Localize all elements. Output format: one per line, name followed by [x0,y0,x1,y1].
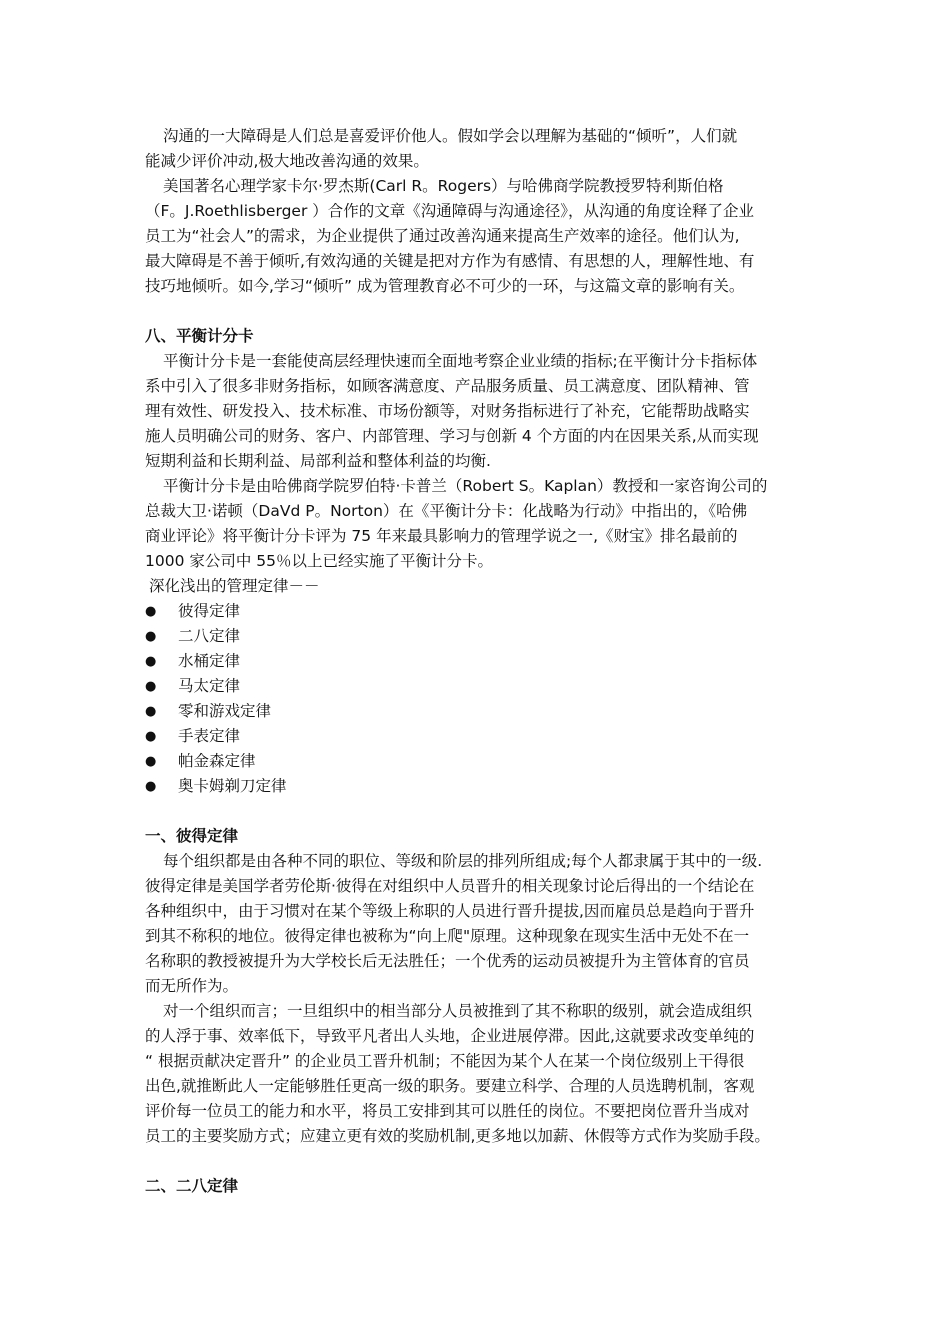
text-line: “ 根据贡献决定晋升” 的企业员工晋升机制；不能因为某个人在某一个岗位级别上干得很 [145,1052,745,1070]
bullet-icon: ● [145,654,157,669]
bullet-icon: ● [145,679,157,694]
list-item-label: 零和游戏定律 [178,702,272,720]
text-line: 平衡计分卡是一套能使高层经理快速而全面地考察企业业绩的指标;在平衡计分卡指标体 [163,352,758,370]
spacer [145,799,810,824]
text-line: 名称职的教授被提升为大学校长后无法胜任；一个优秀的运动员被提升为主管体育的官员 [145,952,750,970]
bullet-icon: ● [145,729,157,744]
spacer [145,299,810,324]
text-line: 对一个组织而言；一旦组织中的相当部分人员被推到了其不称职的级别，就会造成组织 [163,1002,753,1020]
text-line: 理有效性、研发投入、技术标准、市场份额等，对财务指标进行了补充，它能帮助战略实 [145,402,750,420]
list-item-label: 手表定律 [178,727,241,745]
text-line: （F。J.Roethlisberger ）合作的文章《沟通障碍与沟通途径》，从沟通的角度诠释了企业 [145,202,754,220]
text-line: 而无所作为。 [145,977,239,995]
bullet-icon: ● [145,704,157,719]
laws-list [145,599,810,799]
bullet-icon: ● [145,629,157,644]
text-line: 短期利益和长期利益、局部利益和整体利益的均衡. [145,452,491,470]
document-page [145,124,810,1199]
list-item-label: 马太定律 [178,677,241,695]
section-heading-pareto: 二、二八定律 [145,1177,239,1195]
list-item-label: 帕金森定律 [178,752,256,770]
text-line: 沟通的一大障碍是人们总是喜爱评价他人。假如学会以理解为基础的“倾听”，人们就 [163,127,738,145]
bullet-icon: ● [145,754,157,769]
text-line: 美国著名心理学家卡尔·罗杰斯(Carl R。Rogers）与哈佛商学院教授罗特利斯伯格 [163,177,724,195]
list-item-label: 奥卡姆剃刀定律 [178,777,287,795]
peter-principle-paragraph-1 [145,849,810,999]
list-item [145,699,810,724]
laws-intro: 深化浅出的管理定律－－ [149,577,320,595]
text-line: 每个组织都是由各种不同的职位、等级和阶层的排列所组成;每个人都隶属于其中的一级. [163,852,763,870]
text-line: 平衡计分卡是由哈佛商学院罗伯特·卡普兰（Robert S。Kaplan）教授和一家咨询公司的 [163,477,768,495]
balanced-scorecard-paragraph-2 [145,474,810,574]
balanced-scorecard-paragraph-1 [145,349,810,474]
text-line: 出色,就推断此人一定能够胜任更高一级的职务。要建立科学、合理的人员选聘机制，客观 [145,1077,755,1095]
text-line: 技巧地倾听。如今,学习“倾听” 成为管理教育必不可少的一环，与这篇文章的影响有关。 [145,277,745,295]
text-line: 总裁大卫·诺顿（DaVd P。Norton）在《平衡计分卡：化战略为行动》中指出的，《哈佛 [145,502,748,520]
list-item [145,724,810,749]
list-item-label: 水桶定律 [178,652,241,670]
text-line: 员工的主要奖励方式；应建立更有效的奖励机制,更多地以加薪、休假等方式作为奖励手段。 [145,1127,770,1145]
bullet-icon: ● [145,779,157,794]
list-item-label: 彼得定律 [178,602,241,620]
text-line: 能减少评价冲动,极大地改善沟通的效果。 [145,152,429,170]
text-line: 的人浮于事、效率低下，导致平凡者出人头地，企业进展停滞。因此,这就要求改变单纯的 [145,1027,755,1045]
text-line: 1000 家公司中 55％以上已经实施了平衡计分卡。 [145,552,494,570]
list-item-label: 二八定律 [178,627,241,645]
section-heading-balanced-scorecard: 八、平衡计分卡 [145,327,254,345]
text-line: 施人员明确公司的财务、客户、内部管理、学习与创新 4 个方面的内在因果关系,从而实现 [145,427,759,445]
list-item [145,624,810,649]
list-item [145,674,810,699]
text-line: 各种组织中，由于习惯对在某个等级上称职的人员进行晋升提拔,因而雇员总是趋向于晋升 [145,902,755,920]
intro-paragraph-1 [145,124,810,174]
peter-principle-paragraph-2 [145,999,810,1149]
intro-paragraph-2 [145,174,810,299]
spacer [145,1149,810,1174]
section-heading-peter-principle: 一、彼得定律 [145,827,239,845]
text-line: 商业评论》将平衡计分卡评为 75 年来最具影响力的管理学说之一,《财宝》排名最前的 [145,527,738,545]
text-line: 到其不称积的地位。彼得定律也被称为“向上爬"原理。这种现象在现实生活中无处不在一 [145,927,750,945]
list-item [145,774,810,799]
list-item [145,599,810,624]
list-item [145,649,810,674]
bullet-icon: ● [145,604,157,619]
text-line: 员工为“社会人”的需求，为企业提供了通过改善沟通来提高生产效率的途径。他们认为, [145,227,740,245]
text-line: 彼得定律是美国学者劳伦斯·彼得在对组织中人员晋升的相关现象讨论后得出的一个结论在 [145,877,755,895]
text-line: 最大障碍是不善于倾听,有效沟通的关键是把对方作为有感情、有思想的人，理解性地、有 [145,252,755,270]
list-item [145,749,810,774]
text-line: 系中引入了很多非财务指标，如顾客满意度、产品服务质量、员工满意度、团队精神、管 [145,377,750,395]
text-line: 评价每一位员工的能力和水平，将员工安排到其可以胜任的岗位。不要把岗位晋升当成对 [145,1102,750,1120]
